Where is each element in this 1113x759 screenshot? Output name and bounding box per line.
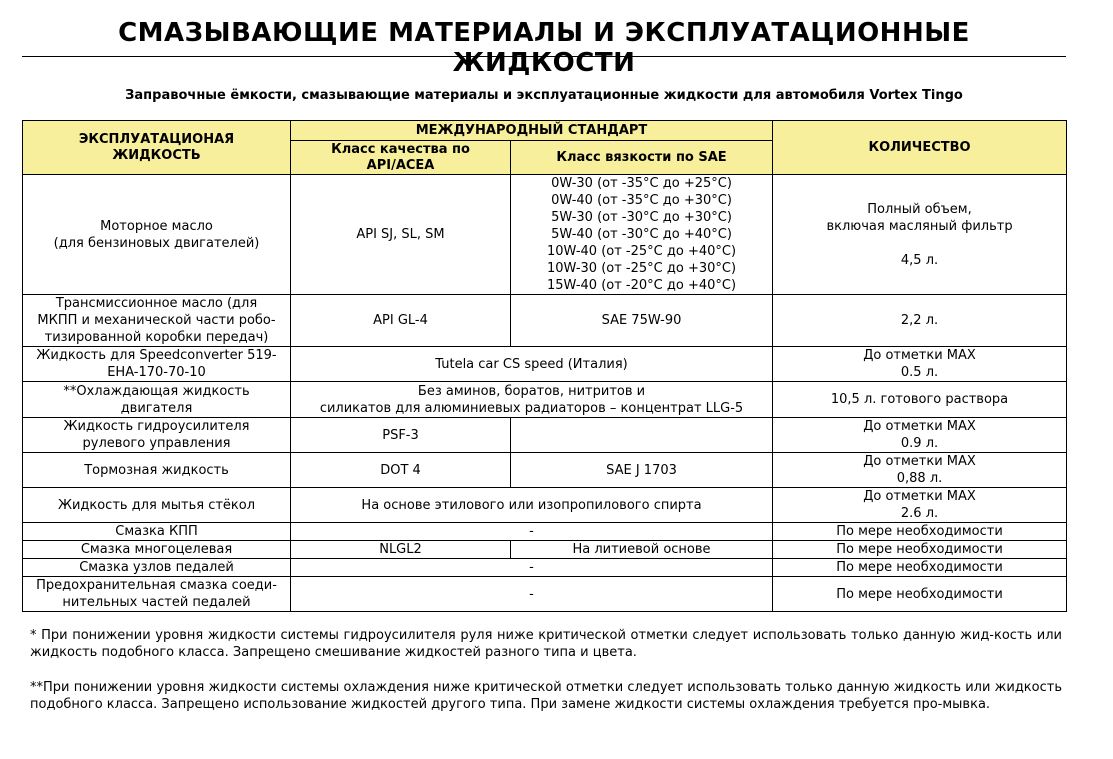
header-viscosity: Класс вязкости по SAE (511, 141, 773, 175)
quantity: До отметки MAX 2.6 л. (773, 488, 1067, 523)
fluid-name: Жидкость гидроусилителя рулевого управления (23, 418, 291, 453)
footnote-power-steering: * При понижении уровня жидкости системы гидроусилителя руля ниже критической отметки следует использовать только данную жид-кость или жидкость подобного класса. Запрещено смешивание жидкостей разного типа и цвета. (30, 628, 1062, 660)
quantity: 2,2 л. (773, 295, 1067, 347)
standard: Tutela car CS speed (Италия) (291, 347, 773, 382)
fluid-name: Смазка узлов педалей (23, 559, 291, 577)
fluid-name: Моторное масло (для бензиновых двигателей) (23, 175, 291, 295)
quality-class: DOT 4 (291, 453, 511, 488)
table-row (23, 559, 1067, 577)
quantity: До отметки MAX 0,88 л. (773, 453, 1067, 488)
quantity: Полный объем, включая масляный фильтр 4,5 л. (773, 175, 1067, 295)
quality-class: API GL-4 (291, 295, 511, 347)
header-quality: Класс качества по API/ACEA (291, 141, 511, 175)
table-row (23, 488, 1067, 523)
table-row (23, 523, 1067, 541)
viscosity-class: На литиевой основе (511, 541, 773, 559)
header-row (23, 121, 1067, 141)
table-row (23, 577, 1067, 612)
fluid-name: Тормозная жидкость (23, 453, 291, 488)
fluid-name: Смазка КПП (23, 523, 291, 541)
table-row (23, 453, 1067, 488)
viscosity-class (511, 418, 773, 453)
standard: - (291, 523, 773, 541)
title-divider (22, 56, 1066, 57)
quality-class: NLGL2 (291, 541, 511, 559)
standard: - (291, 577, 773, 612)
viscosity-class: SAE J 1703 (511, 453, 773, 488)
standard: На основе этилового или изопропилового спирта (291, 488, 773, 523)
table-row (23, 382, 1067, 418)
table-row (23, 541, 1067, 559)
table-row (23, 295, 1067, 347)
header-fluid: ЭКСПЛУАТАЦИОНАЯ ЖИДКОСТЬ (23, 121, 291, 175)
table-caption: Заправочные ёмкости, смазывающие материалы и эксплуатационные жидкости для автомобиля Vortex Tingo (125, 88, 963, 103)
quantity: До отметки MAX 0.9 л. (773, 418, 1067, 453)
fluid-name: Жидкость для мытья стёкол (23, 488, 291, 523)
table-row (23, 175, 1067, 295)
quantity: По мере необходимости (773, 541, 1067, 559)
quantity: По мере необходимости (773, 559, 1067, 577)
header-quantity: КОЛИЧЕСТВО (773, 121, 1067, 175)
quantity: До отметки MAX 0.5 л. (773, 347, 1067, 382)
fluids-table (22, 120, 1067, 612)
quantity: 10,5 л. готового раствора (773, 382, 1067, 418)
header-intl-standard: МЕЖДУНАРОДНЫЙ СТАНДАРТ (291, 121, 773, 141)
table-row (23, 418, 1067, 453)
quantity: По мере необходимости (773, 523, 1067, 541)
fluid-name: Жидкость для Speedconverter 519- EHA-170-70-10 (23, 347, 291, 382)
viscosity-class: SAE 75W-90 (511, 295, 773, 347)
fluid-name: Трансмиссионное масло (для МКПП и механической части робо- тизированной коробки передач) (23, 295, 291, 347)
page-title: СМАЗЫВАЮЩИЕ МАТЕРИАЛЫ И ЭКСПЛУАТАЦИОННЫЕ ЖИДКОСТИ (118, 18, 970, 78)
standard: Без аминов, боратов, нитритов и силикатов для алюминиевых радиаторов – концентрат LLG-5 (291, 382, 773, 418)
standard: - (291, 559, 773, 577)
fluid-name: Смазка многоцелевая (23, 541, 291, 559)
fluid-name: Предохранительная смазка соеди- нительных частей педалей (23, 577, 291, 612)
quantity: По мере необходимости (773, 577, 1067, 612)
table-row (23, 347, 1067, 382)
fluid-name: **Охлаждающая жидкость двигателя (23, 382, 291, 418)
viscosity-list: 0W-30 (от -35°C до +25°C) 0W-40 (от -35°C до +30°C) 5W-30 (от -30°C до +30°C) 5W-40 (от -30°C до +40°C) 10W-40 (от -25°C до +40°C) 10W-30 (от -25°C до +30°C) 15W-40 (от -20°C до +40°C) (511, 175, 773, 295)
quality-class: API SJ, SL, SM (291, 175, 511, 295)
quality-class: PSF-3 (291, 418, 511, 453)
footnote-coolant: **При понижении уровня жидкости системы охлаждения ниже критической отметки следует использовать только данную жидкость или жидкость подобного класса. Запрещено использование жидкостей другого типа. При замене жидкости системы охлаждения требуется про-мывка. (30, 680, 1062, 712)
